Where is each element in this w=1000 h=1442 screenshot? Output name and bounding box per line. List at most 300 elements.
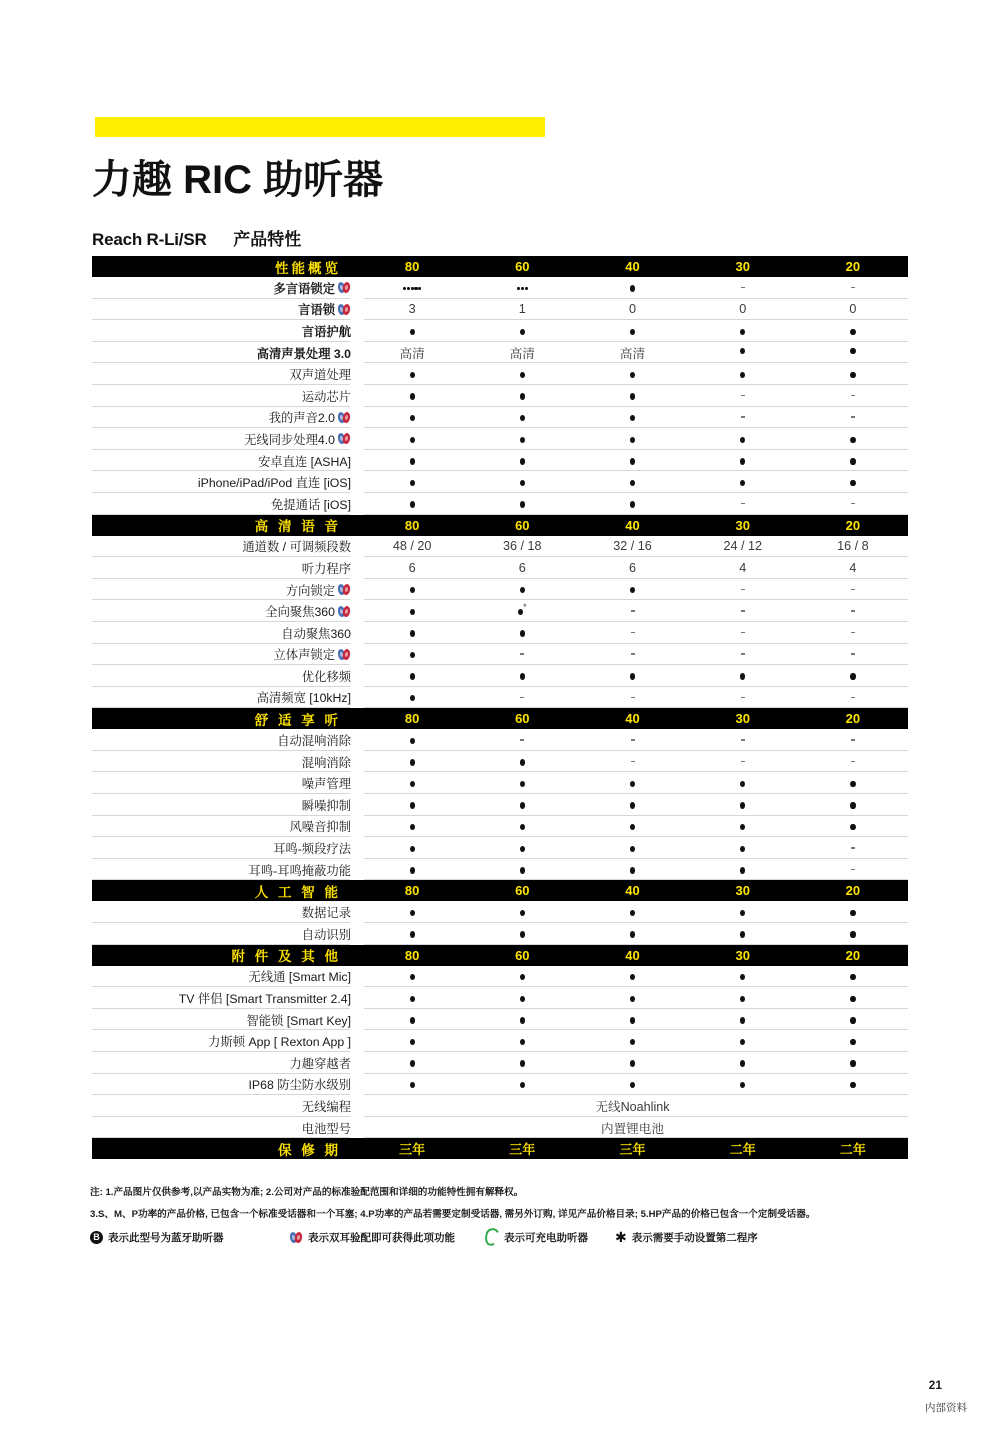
- filled-dot: [630, 587, 635, 593]
- filled-dot: [410, 931, 415, 937]
- legend-text: 表示双耳验配即可获得此项功能: [308, 1231, 455, 1244]
- row-cells: [357, 604, 908, 618]
- cell-value: 高清: [509, 347, 535, 362]
- filled-dot: [520, 1082, 525, 1088]
- filled-dot: [520, 480, 525, 486]
- column-header: 30: [735, 259, 750, 274]
- cell: [688, 905, 798, 919]
- cell: [357, 733, 467, 747]
- row-label: [92, 1119, 357, 1137]
- table-row: [92, 665, 908, 687]
- cell: [798, 475, 908, 489]
- cell: [577, 927, 687, 941]
- table-row: [92, 987, 908, 1009]
- row-cells: [357, 343, 908, 362]
- row-cells: [357, 561, 908, 575]
- row-cells: [357, 733, 908, 747]
- cell: [467, 798, 577, 812]
- ears-pair-icon: [338, 584, 351, 595]
- table-row: [92, 772, 908, 794]
- bluetooth-icon: B: [90, 1231, 103, 1244]
- cell: [577, 690, 687, 704]
- cell: [467, 841, 577, 855]
- row-label: [92, 365, 357, 383]
- legend-text: 表示需要手动设置第二程序: [631, 1231, 758, 1244]
- cell: [357, 432, 467, 446]
- filled-dot: [630, 996, 635, 1002]
- cell: [798, 969, 908, 983]
- cell: [688, 410, 798, 424]
- filled-dot: [740, 372, 745, 378]
- cell: [798, 927, 908, 941]
- section-columns: [357, 518, 908, 533]
- spec-table: [92, 256, 908, 1159]
- cell: [467, 389, 577, 403]
- cell: [577, 1056, 687, 1070]
- cell: [688, 733, 798, 747]
- legend-text: 表示此型号为蓝牙助听器: [108, 1231, 224, 1244]
- cell: [467, 367, 577, 381]
- cell: [467, 863, 577, 877]
- dash-mark: [741, 416, 745, 418]
- cell: [357, 302, 467, 316]
- filled-dot: [850, 931, 855, 937]
- table-row: [92, 923, 908, 945]
- filled-dot: [740, 1060, 745, 1066]
- dash-mark: [851, 697, 855, 699]
- cell-value: 4: [849, 560, 857, 575]
- filled-dot: [630, 437, 635, 443]
- row-cells: [357, 324, 908, 338]
- filled-dot: [630, 846, 635, 852]
- row-cells: [357, 841, 908, 855]
- dash-mark: [741, 761, 745, 763]
- row-label: [92, 1097, 357, 1115]
- section-columns: [357, 948, 908, 963]
- filled-dot: [850, 802, 855, 808]
- dash-mark: [851, 761, 855, 763]
- filled-dot: [630, 329, 635, 335]
- cell: [357, 647, 467, 661]
- section-columns: [357, 259, 908, 274]
- row-label: [92, 839, 357, 857]
- filled-dot: [520, 415, 525, 421]
- dash-mark: [851, 610, 855, 612]
- filled-dot: [410, 1060, 415, 1066]
- cell: [357, 863, 467, 877]
- cell-value: 48 / 20: [392, 539, 432, 554]
- cell: [357, 669, 467, 683]
- dash-mark: [520, 653, 524, 655]
- row-label: [92, 624, 357, 642]
- filled-dot: [630, 285, 635, 291]
- row-cells: [357, 798, 908, 812]
- row-cells: [357, 1118, 908, 1137]
- filled-dot: [520, 1039, 525, 1045]
- section-columns: [357, 883, 908, 898]
- filled-dot: [630, 824, 635, 830]
- row-cells: [357, 1077, 908, 1091]
- filled-dot: [520, 458, 525, 464]
- dash-mark: [520, 739, 524, 741]
- section-header-0: [92, 256, 908, 277]
- asterisk-icon: ✱: [615, 1229, 627, 1245]
- table-row: [92, 363, 908, 385]
- cell: [357, 324, 467, 338]
- cell-value: 16 / 8: [837, 539, 869, 554]
- table-row: [92, 1095, 908, 1117]
- filled-dot: [520, 329, 525, 335]
- cell: [357, 367, 467, 381]
- cell: [357, 454, 467, 468]
- cell: [577, 410, 687, 424]
- dash-mark: [631, 632, 635, 634]
- filled-dot: [520, 630, 525, 636]
- cell: [467, 819, 577, 833]
- row-label-text: 安卓直连 [ASHA]: [258, 454, 351, 469]
- filled-dot: [410, 480, 415, 486]
- filled-dot: [410, 587, 415, 593]
- cell: [798, 690, 908, 704]
- filled-dot: [630, 1082, 635, 1088]
- legend-text: 表示可充电助听器: [504, 1231, 588, 1244]
- cell: [798, 776, 908, 790]
- row-label-text: 免提通话 [iOS]: [271, 497, 351, 512]
- cell: [577, 626, 687, 640]
- page-number: 21: [928, 1378, 942, 1392]
- table-row: [92, 1117, 908, 1139]
- filled-dot: [630, 910, 635, 916]
- cell: [467, 604, 577, 618]
- rating-dots: [516, 281, 528, 295]
- filled-dot: [520, 437, 525, 443]
- cell: [798, 389, 908, 403]
- cell: [357, 1056, 467, 1070]
- row-label-text: 无线编程: [301, 1099, 351, 1114]
- table-row: [92, 622, 908, 644]
- cell: [688, 324, 798, 338]
- dash-mark: [851, 287, 855, 289]
- filled-dot: [850, 1060, 855, 1066]
- filled-dot: [850, 824, 855, 830]
- cell: [688, 755, 798, 769]
- filled-dot: [410, 910, 415, 916]
- cell: [688, 1034, 798, 1048]
- cell: [357, 1077, 467, 1091]
- row-label: [92, 1032, 357, 1050]
- row-label-text: 高清声景处理 3.0: [256, 346, 351, 361]
- cell: [688, 669, 798, 683]
- row-label-text: 混响消除: [301, 755, 351, 770]
- cell: [688, 819, 798, 833]
- column-header: 40: [625, 711, 640, 727]
- dash-mark: [851, 395, 855, 397]
- cell: [357, 410, 467, 424]
- cell: [577, 969, 687, 983]
- dash-mark: [851, 503, 855, 505]
- cell: [357, 343, 467, 362]
- row-cells: [357, 454, 908, 468]
- cell: [577, 733, 687, 747]
- table-row: [92, 471, 908, 493]
- cell: [688, 863, 798, 877]
- row-cells: [357, 302, 908, 316]
- cell: [577, 583, 687, 597]
- row-label-text: 全向聚焦360: [265, 605, 335, 620]
- cell: [688, 798, 798, 812]
- filled-dot: [850, 1039, 855, 1045]
- filled-dot: [740, 329, 745, 335]
- cell: [357, 1013, 467, 1027]
- dash-mark: [741, 395, 745, 397]
- cell: [357, 604, 467, 618]
- row-label-text: 数据记录: [301, 906, 351, 921]
- cell-value: 高清: [399, 347, 425, 362]
- cell: [467, 539, 577, 553]
- filled-dot: [740, 1082, 745, 1088]
- row-label: [92, 430, 357, 448]
- cell: [467, 669, 577, 683]
- table-row: [92, 794, 908, 816]
- row-label-text: 言语锁: [298, 303, 335, 318]
- row-label: [92, 903, 357, 921]
- table-row: [92, 816, 908, 838]
- row-label-text: 耳鸣-频段疗法: [273, 842, 351, 857]
- table-row: [92, 966, 908, 988]
- cell: [357, 969, 467, 983]
- cell-value: 0: [849, 302, 857, 317]
- table-row: [92, 859, 908, 881]
- filled-dot: [850, 372, 855, 378]
- cell: [357, 755, 467, 769]
- filled-dot: [410, 437, 415, 443]
- column-header: 60: [515, 711, 530, 727]
- column-header: 60: [515, 259, 530, 274]
- row-label: [92, 473, 357, 491]
- cell: [688, 343, 798, 362]
- warranty-value: 三年: [509, 1142, 536, 1158]
- cell: [688, 604, 798, 618]
- row-label: [92, 300, 357, 318]
- filled-dot: [850, 781, 855, 787]
- cell: [798, 1013, 908, 1027]
- table-row: [92, 342, 908, 364]
- warranty-value: 三年: [619, 1142, 646, 1158]
- cell: [577, 819, 687, 833]
- row-label: [92, 537, 357, 555]
- column-header: 80: [404, 711, 420, 727]
- cell: [467, 281, 577, 295]
- cell: [577, 905, 687, 919]
- column-header: 80: [404, 947, 420, 963]
- row-cells: [357, 367, 908, 381]
- row-label: [92, 989, 357, 1007]
- filled-dot: [410, 415, 415, 421]
- cell: [577, 302, 687, 316]
- filled-dot: [740, 931, 745, 937]
- table-row: [92, 1074, 908, 1096]
- internal-label: 内部资料: [925, 1402, 967, 1414]
- row-label: [92, 688, 357, 706]
- table-row: [92, 837, 908, 859]
- filled-dot: [630, 931, 635, 937]
- cell: [467, 324, 577, 338]
- cell: [357, 927, 467, 941]
- row-label-text: 双声道处理: [289, 368, 351, 383]
- filled-dot: [410, 738, 415, 744]
- dash-mark: [741, 503, 745, 505]
- column-header: 80: [404, 259, 420, 274]
- filled-dot: [850, 673, 855, 679]
- row-label: [92, 559, 357, 577]
- row-label: [92, 495, 357, 513]
- dash-mark: [631, 610, 635, 612]
- cell: [467, 410, 577, 424]
- filled-dot: [520, 867, 525, 873]
- page-title: 力趣 RIC 助听器: [92, 158, 384, 202]
- cell: [577, 389, 687, 403]
- filled-dot: [630, 673, 635, 679]
- cell: [467, 583, 577, 597]
- accent-bar: [95, 117, 545, 137]
- cell: [577, 475, 687, 489]
- row-label: [92, 731, 357, 749]
- filled-dot: [520, 974, 525, 980]
- cell: [798, 841, 908, 855]
- cell: [688, 1013, 798, 1027]
- filled-dot: [410, 393, 415, 399]
- cell: [357, 281, 467, 295]
- filled-dot: [740, 996, 745, 1002]
- filled-dot: [630, 867, 635, 873]
- row-label-text: 力斯顿 App [ Rexton App ]: [208, 1035, 351, 1050]
- cell: [467, 561, 577, 575]
- cell: [688, 626, 798, 640]
- cell: [798, 497, 908, 511]
- row-cells: [357, 690, 908, 704]
- section-title: 性能概览: [275, 260, 341, 276]
- cell-value: 1: [518, 302, 526, 317]
- filled-dot: [410, 652, 415, 658]
- column-header: 30: [735, 517, 750, 533]
- cell: [798, 432, 908, 446]
- rechargeable-ear-icon: [483, 1226, 502, 1247]
- cell: [467, 343, 577, 362]
- cell: [798, 281, 908, 295]
- dash-mark: [631, 739, 635, 741]
- cell: [577, 604, 687, 618]
- cell: [577, 776, 687, 790]
- cell: [577, 367, 687, 381]
- row-label: [92, 817, 357, 835]
- dash-mark: [741, 632, 745, 634]
- cell: [688, 647, 798, 661]
- row-cells: [357, 1096, 908, 1115]
- cell: [357, 690, 467, 704]
- cell: [577, 454, 687, 468]
- column-header: 30: [735, 711, 750, 727]
- cell: [577, 432, 687, 446]
- table-row: [92, 428, 908, 450]
- filled-dot: [740, 437, 745, 443]
- warranty-value: 二年: [729, 1142, 756, 1158]
- row-label-text: IP68 防尘防水级别: [248, 1078, 351, 1093]
- row-cells: [357, 927, 908, 941]
- filled-dot: [630, 1060, 635, 1066]
- filled-dot: [410, 609, 415, 615]
- cell: [798, 604, 908, 618]
- filled-dot: [630, 372, 635, 378]
- table-row: [92, 407, 908, 429]
- subtitle: [92, 225, 301, 250]
- row-label-text: 自动识别: [301, 927, 351, 942]
- filled-dot: [740, 846, 745, 852]
- section-header-1: [92, 515, 908, 536]
- cell: [688, 367, 798, 381]
- row-cells: [357, 410, 908, 424]
- section-header-2: [92, 708, 908, 729]
- dash-mark: [851, 416, 855, 418]
- cell-value: 0: [739, 302, 747, 317]
- column-header: 40: [625, 259, 640, 274]
- filled-dot: [410, 501, 415, 507]
- filled-dot: [410, 996, 415, 1002]
- row-label: [92, 925, 357, 943]
- table-row: [92, 493, 908, 515]
- row-label: [92, 967, 357, 985]
- filled-dot: [850, 910, 855, 916]
- column-header: 20: [845, 259, 861, 274]
- cell-value: 0: [629, 302, 637, 317]
- cell: [577, 798, 687, 812]
- cell: [688, 561, 798, 575]
- spanned-cell: 内置锂电池: [601, 1122, 664, 1137]
- dash-mark: [741, 739, 745, 741]
- column-header: 60: [515, 517, 530, 533]
- cell: [467, 647, 577, 661]
- row-cells: [357, 1034, 908, 1048]
- cell: [798, 410, 908, 424]
- cell: [467, 733, 577, 747]
- cell: [688, 454, 798, 468]
- row-cells: [357, 669, 908, 683]
- cell: [798, 454, 908, 468]
- cell: [467, 432, 577, 446]
- section-label: 产品特性: [233, 230, 302, 249]
- cell: [798, 302, 908, 316]
- filled-dot: [520, 781, 525, 787]
- cell: [467, 991, 577, 1005]
- cell: [467, 905, 577, 919]
- table-row: [92, 299, 908, 321]
- column-header: 80: [404, 883, 420, 899]
- rating-dots: [402, 281, 421, 295]
- row-cells: [357, 389, 908, 403]
- cell-value: 3: [408, 302, 416, 317]
- row-cells: [357, 539, 908, 553]
- row-label-text: 立体声锁定: [273, 648, 335, 663]
- cell: [357, 539, 467, 553]
- filled-dot: [850, 1082, 855, 1088]
- cell: [357, 798, 467, 812]
- row-label-text: 运动芯片: [301, 389, 351, 404]
- row-label: [92, 387, 357, 405]
- filled-dot: [520, 931, 525, 937]
- row-cells: [357, 905, 908, 919]
- row-cells: [357, 1013, 908, 1027]
- column-header: 80: [404, 517, 420, 533]
- filled-dot: [740, 1017, 745, 1023]
